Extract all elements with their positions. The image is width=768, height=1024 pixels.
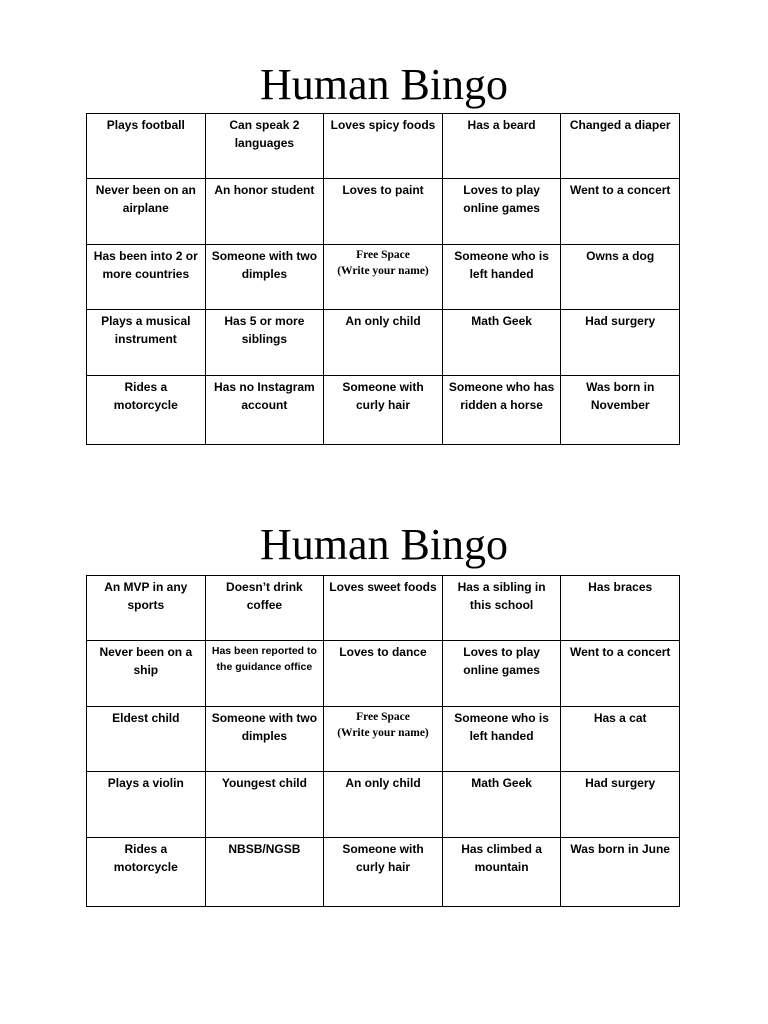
bingo-cell: Has 5 or more siblings bbox=[205, 310, 324, 376]
bingo-cell: Someone with two dimples bbox=[205, 707, 324, 772]
bingo-cell: Plays football bbox=[87, 114, 206, 179]
bingo-cell: Went to a concert bbox=[561, 641, 680, 707]
bingo-cell: Had surgery bbox=[561, 772, 680, 838]
bingo-cell: Has no Instagram account bbox=[205, 376, 324, 445]
free-space-instruction: (Write your name) bbox=[337, 727, 429, 739]
bingo-cell: Someone with two dimples bbox=[205, 245, 324, 310]
bingo-cell: Math Geek bbox=[442, 772, 561, 838]
free-space-cell bbox=[324, 245, 443, 310]
bingo-title: Human Bingo bbox=[259, 60, 509, 109]
bingo-cell: An MVP in any sports bbox=[87, 576, 206, 641]
bingo-cell: Math Geek bbox=[442, 310, 561, 376]
bingo-cell: Plays a violin bbox=[87, 772, 206, 838]
bingo-cell: Loves sweet foods bbox=[324, 576, 443, 641]
bingo-cell: Loves spicy foods bbox=[324, 114, 443, 179]
bingo-cell: Someone with curly hair bbox=[324, 838, 443, 907]
bingo-cell: Can speak 2 languages bbox=[205, 114, 324, 179]
bingo-cell: Loves to paint bbox=[324, 179, 443, 245]
bingo-cell: Plays a musical instrument bbox=[87, 310, 206, 376]
bingo-cell: Never been on an airplane bbox=[87, 179, 206, 245]
bingo-cell: Eldest child bbox=[87, 707, 206, 772]
bingo-cell: Has a cat bbox=[561, 707, 680, 772]
bingo-cell: Had surgery bbox=[561, 310, 680, 376]
bingo-grid bbox=[86, 575, 680, 907]
free-space-cell bbox=[324, 707, 443, 772]
bingo-cell: Never been on a ship bbox=[87, 641, 206, 707]
bingo-cell: Rides a motorcycle bbox=[87, 838, 206, 907]
bingo-cell: Has climbed a mountain bbox=[442, 838, 561, 907]
bingo-cell: Someone who is left handed bbox=[442, 245, 561, 310]
bingo-cell: Has a sibling in this school bbox=[442, 576, 561, 641]
bingo-grid bbox=[86, 113, 680, 445]
bingo-cell: An honor student bbox=[205, 179, 324, 245]
bingo-cell: Loves to play online games bbox=[442, 641, 561, 707]
bingo-cell: Owns a dog bbox=[561, 245, 680, 310]
bingo-cell: An only child bbox=[324, 772, 443, 838]
bingo-cell: Someone with curly hair bbox=[324, 376, 443, 445]
bingo-cell: Rides a motorcycle bbox=[87, 376, 206, 445]
bingo-cell: Has braces bbox=[561, 576, 680, 641]
bingo-cell: Was born in November bbox=[561, 376, 680, 445]
bingo-title: Human Bingo bbox=[259, 520, 509, 569]
bingo-cell: An only child bbox=[324, 310, 443, 376]
bingo-cell: Someone who is left handed bbox=[442, 707, 561, 772]
bingo-cell: Went to a concert bbox=[561, 179, 680, 245]
bingo-cell: Was born in June bbox=[561, 838, 680, 907]
free-space-label: Free Space bbox=[356, 249, 410, 261]
bingo-cell: Changed a diaper bbox=[561, 114, 680, 179]
bingo-cell: NBSB/NGSB bbox=[205, 838, 324, 907]
free-space-instruction: (Write your name) bbox=[337, 265, 429, 277]
free-space-label: Free Space bbox=[356, 711, 410, 723]
bingo-cell: Someone who has ridden a horse bbox=[442, 376, 561, 445]
bingo-cell: Loves to dance bbox=[324, 641, 443, 707]
bingo-cell: Doesn’t drink coffee bbox=[205, 576, 324, 641]
bingo-cell: Youngest child bbox=[205, 772, 324, 838]
bingo-cell: Has a beard bbox=[442, 114, 561, 179]
bingo-cell: Has been reported to the guidance office bbox=[205, 641, 324, 707]
bingo-cell: Has been into 2 or more countries bbox=[87, 245, 206, 310]
bingo-cell: Loves to play online games bbox=[442, 179, 561, 245]
